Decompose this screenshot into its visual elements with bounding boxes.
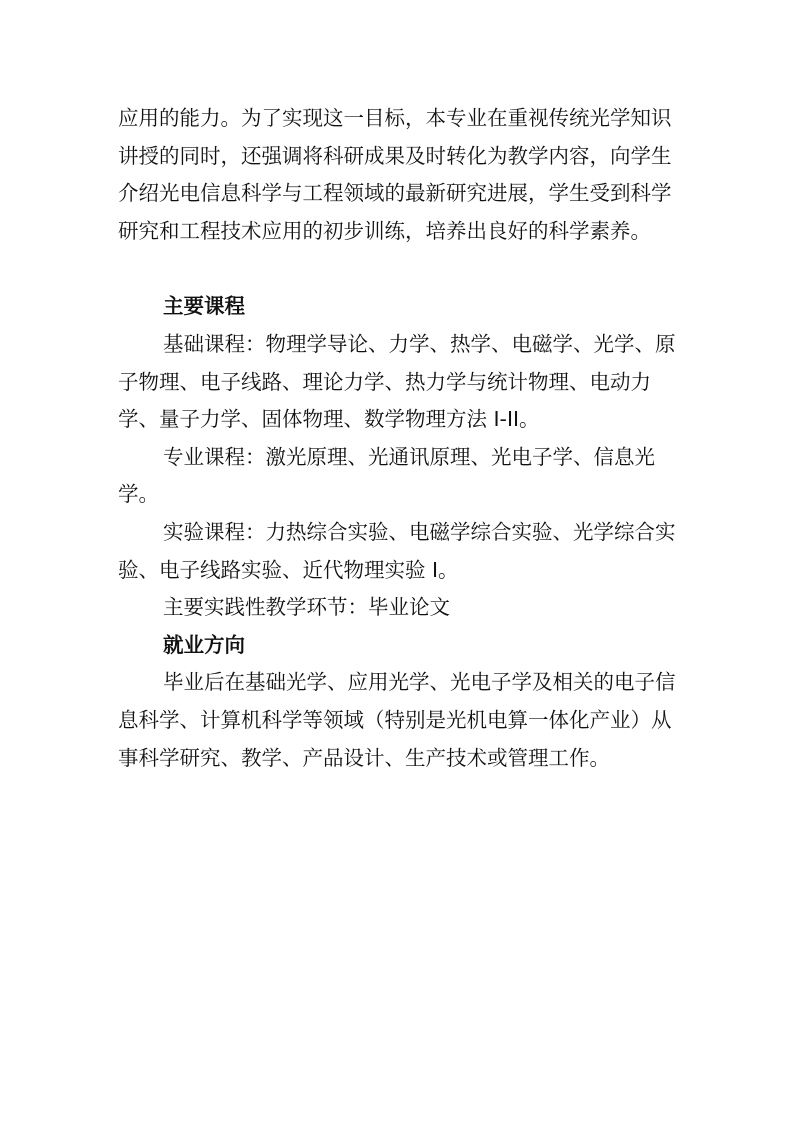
lab-courses-paragraph: 实验课程：力热综合实验、电磁学综合实验、光学综合实验、电子线路实验、近代物理实验 I。 bbox=[118, 519, 676, 582]
major-courses-paragraph: 专业课程：激光原理、光通讯原理、光电子学、信息光学。 bbox=[118, 444, 655, 507]
document-body bbox=[118, 100, 678, 777]
career-paragraph: 毕业后在基础光学、应用光学、光电子学及相关的电子信息科学、计算机科学等领域（特别是光机电算一体化产业）从事科学研究、教学、产品设计、生产技术或管理工作。 bbox=[118, 670, 676, 770]
practice-paragraph: 主要实践性教学环节：毕业论文 bbox=[163, 595, 450, 620]
career-heading: 就业方向 bbox=[163, 632, 245, 657]
basic-courses-paragraph: 基础课程：物理学导论、力学、热学、电磁学、光学、原子物理、电子线路、理论力学、热力学与统计物理、电动力学、量子力学、固体物理、数学物理方法 I-II。 bbox=[118, 331, 676, 432]
intro-paragraph: 应用的能力。为了实现这一目标，本专业在重视传统光学知识讲授的同时，还强调将科研成果及时转化为教学内容，向学生介绍光电信息科学与工程领域的最新研究进展，学生受到科学研究和工程技术应用的初步训练，培养出良好的科学素养。 bbox=[118, 106, 672, 243]
courses-heading: 主要课程 bbox=[163, 294, 245, 319]
